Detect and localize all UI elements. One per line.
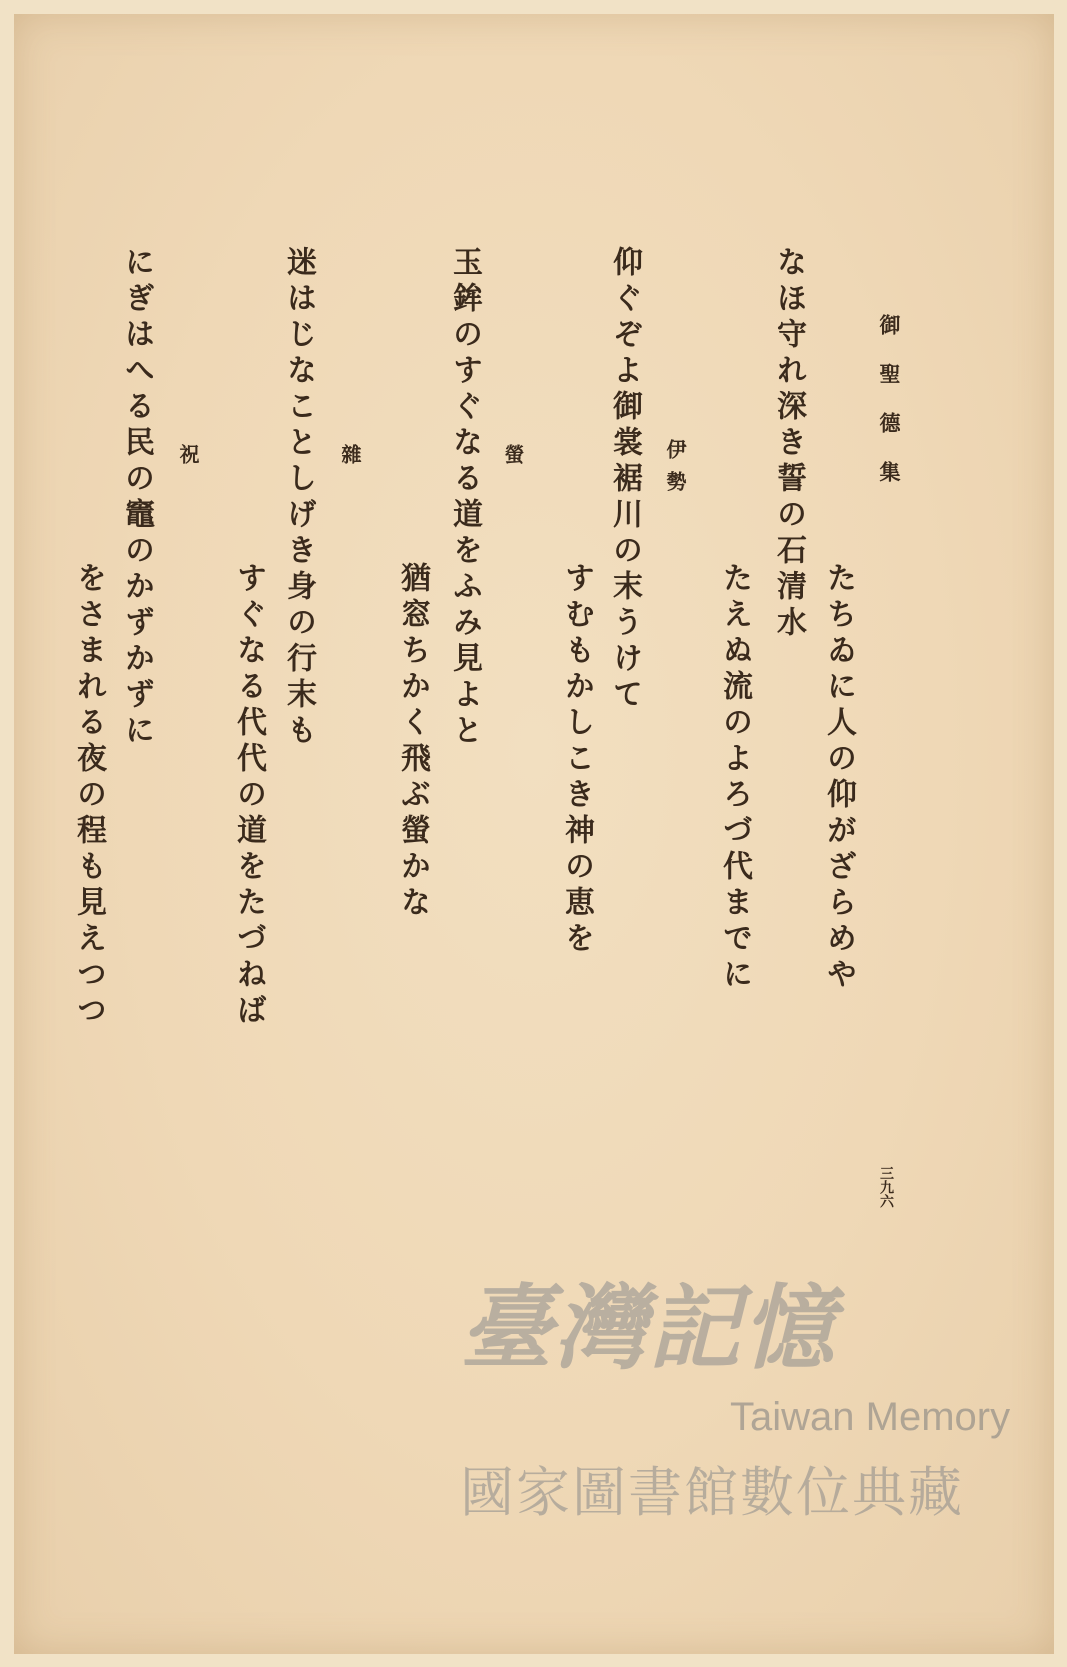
page-number: 三九六 — [878, 1166, 894, 1208]
poem-line: 迷はじなことしげき身の行末も — [281, 246, 316, 750]
watermark-logo-text: 臺灣記憶 — [460, 1274, 837, 1382]
poem-line: たえぬ流のよろづ代までに — [717, 562, 752, 994]
poem-line: 猶窓ちかく飛ぶ螢かな — [395, 562, 430, 922]
poem-line: なほ守れ深き誓の石清水 — [771, 246, 806, 642]
poem-line: 仰ぐぞよ御裳裾川の末うけて — [607, 246, 642, 714]
poem-heading: 螢 — [501, 444, 525, 476]
poem-line: にぎはへる民の竈のかずかずに — [119, 246, 154, 750]
poem-heading: 祝 — [176, 444, 200, 476]
taiwan-memory-watermark — [460, 1255, 1020, 1525]
poem-heading: 雜 — [338, 444, 362, 476]
poem-line: をさまれる夜の程も見えつつ — [71, 562, 106, 1030]
poem-line: すぐなる代代の道をたづねば — [231, 562, 266, 1030]
running-header: 御聖德集 — [877, 314, 902, 510]
poem-line: すむもかしこき神の恵を — [559, 562, 594, 958]
poem-line: たちゐに人の仰がざらめや — [821, 562, 856, 994]
watermark-library: 國家圖書館數位典藏 — [460, 1461, 964, 1524]
poem-line: 玉鉾のすぐなる道をふみ見よと — [447, 246, 482, 750]
watermark-english: Taiwan Memory — [730, 1395, 1011, 1439]
poem-heading: 伊勢 — [663, 439, 687, 503]
